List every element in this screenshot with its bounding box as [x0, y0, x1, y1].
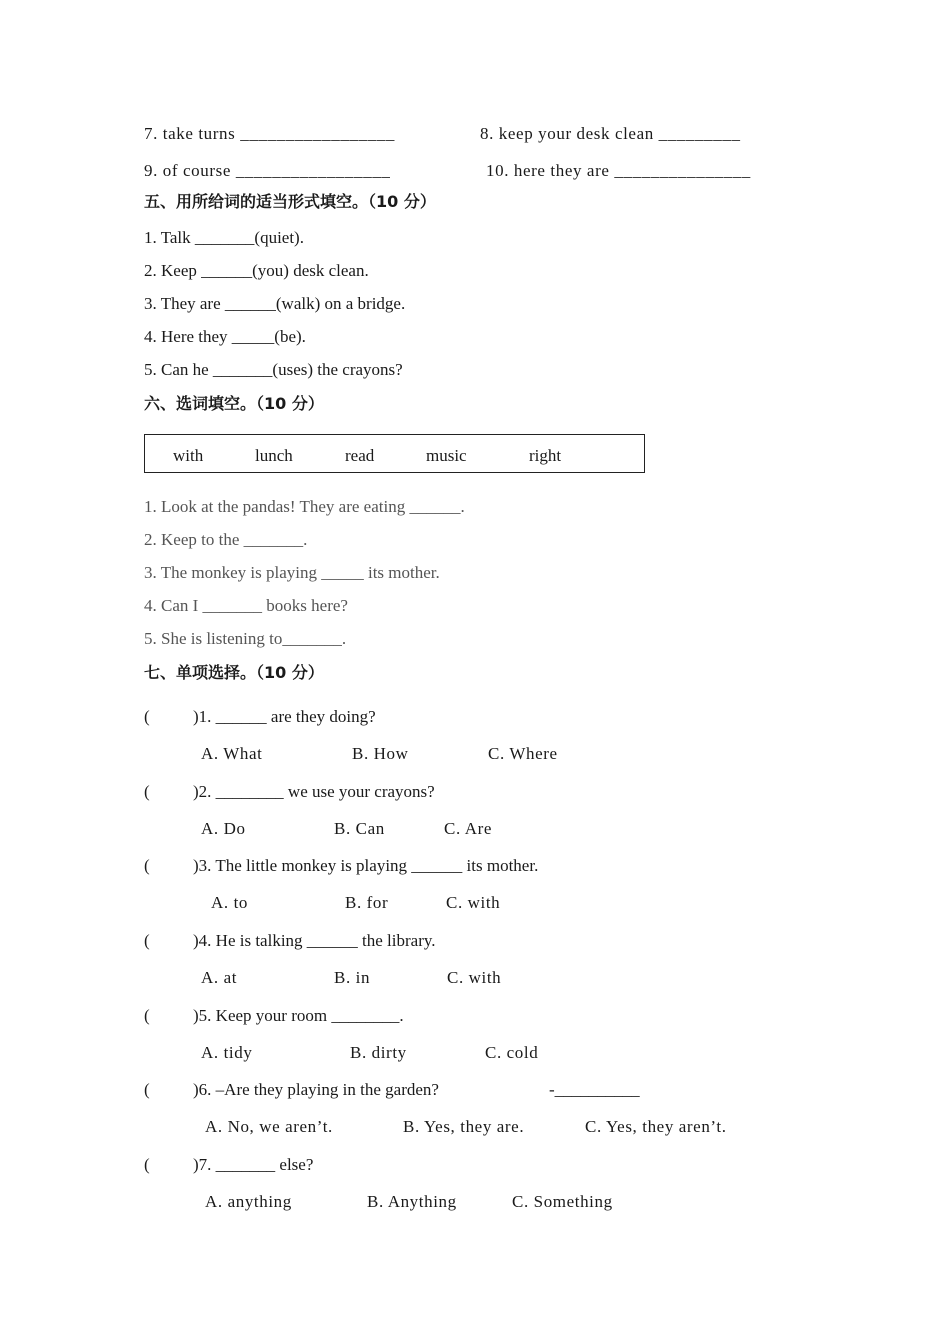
option-1c: C. Where — [488, 744, 558, 763]
section5-item-4: 4. Here they _____(be). — [144, 327, 306, 346]
answer-bracket: ( — [144, 1155, 150, 1174]
option-6b: B. Yes, they are. — [403, 1117, 525, 1136]
option-3c: C. with — [446, 893, 501, 912]
question-3: )3. The little monkey is playing ______ its mother. — [193, 856, 539, 875]
section6-item-1: 1. Look at the pandas! They are eating ______. — [144, 497, 465, 516]
section6-item-3: 3. The monkey is playing _____ its mother. — [144, 563, 440, 582]
section5-title: 五、用所给词的适当形式填空。（10 分） — [144, 192, 436, 211]
answer-bracket: ( — [144, 1006, 150, 1025]
option-3b: B. for — [345, 893, 389, 912]
section5-item-3: 3. They are ______(walk) on a bridge. — [144, 294, 406, 313]
word-bank-item: right — [529, 446, 562, 465]
section6-item-2: 2. Keep to the _______. — [144, 530, 308, 549]
option-7a: A. anything — [205, 1192, 292, 1211]
answer-bracket: ( — [144, 931, 150, 950]
option-5a: A. tidy — [201, 1043, 253, 1062]
word-bank-item: read — [345, 446, 375, 465]
option-2b: B. Can — [334, 819, 385, 838]
phrase-item-7: 7. take turns _________________ — [144, 124, 395, 143]
section6-title: 六、选词填空。（10 分） — [144, 394, 324, 413]
phrase-item-10: 10. here they are _______________ — [486, 161, 751, 180]
option-2a: A. Do — [201, 819, 246, 838]
option-4a: A. at — [201, 968, 238, 987]
option-3a: A. to — [211, 893, 248, 912]
answer-bracket: ( — [144, 1080, 150, 1099]
section5-item-1: 1. Talk _______(quiet). — [144, 228, 304, 247]
option-5c: C. cold — [485, 1043, 539, 1062]
question-5: )5. Keep your room ________. — [193, 1006, 404, 1025]
option-4b: B. in — [334, 968, 371, 987]
answer-bracket: ( — [144, 707, 150, 726]
option-4c: C. with — [447, 968, 502, 987]
section5-item-5: 5. Can he _______(uses) the crayons? — [144, 360, 403, 379]
option-5b: B. dirty — [350, 1043, 407, 1062]
option-7b: B. Anything — [367, 1192, 457, 1211]
question-4: )4. He is talking ______ the library. — [193, 931, 436, 950]
option-1a: A. What — [201, 744, 263, 763]
section5-item-2: 2. Keep ______(you) desk clean. — [144, 261, 369, 280]
section6-item-5: 5. She is listening to_______. — [144, 629, 347, 648]
option-6c: C. Yes, they aren’t. — [585, 1117, 727, 1136]
option-2c: C. Are — [444, 819, 492, 838]
question-7: )7. _______ else? — [193, 1155, 314, 1174]
question-6: )6. –Are they playing in the garden? — [193, 1080, 439, 1099]
option-1b: B. How — [352, 744, 409, 763]
phrase-item-9: 9. of course _________________ — [144, 161, 391, 180]
section6-item-4: 4. Can I _______ books here? — [144, 596, 348, 615]
word-bank-box — [144, 434, 645, 473]
word-bank-item: lunch — [255, 446, 293, 465]
question-2: )2. ________ we use your crayons? — [193, 782, 435, 801]
question-1: )1. ______ are they doing? — [193, 707, 376, 726]
answer-bracket: ( — [144, 782, 150, 801]
section7-title: 七、单项选择。（10 分） — [144, 663, 324, 682]
phrase-item-8: 8. keep your desk clean _________ — [480, 124, 741, 143]
word-bank-item: music — [426, 446, 467, 465]
answer-bracket: ( — [144, 856, 150, 875]
option-6a: A. No, we aren’t. — [205, 1117, 333, 1136]
answer-blank-6: -__________ — [549, 1080, 640, 1099]
word-bank-item: with — [173, 446, 204, 465]
option-7c: C. Something — [512, 1192, 613, 1211]
